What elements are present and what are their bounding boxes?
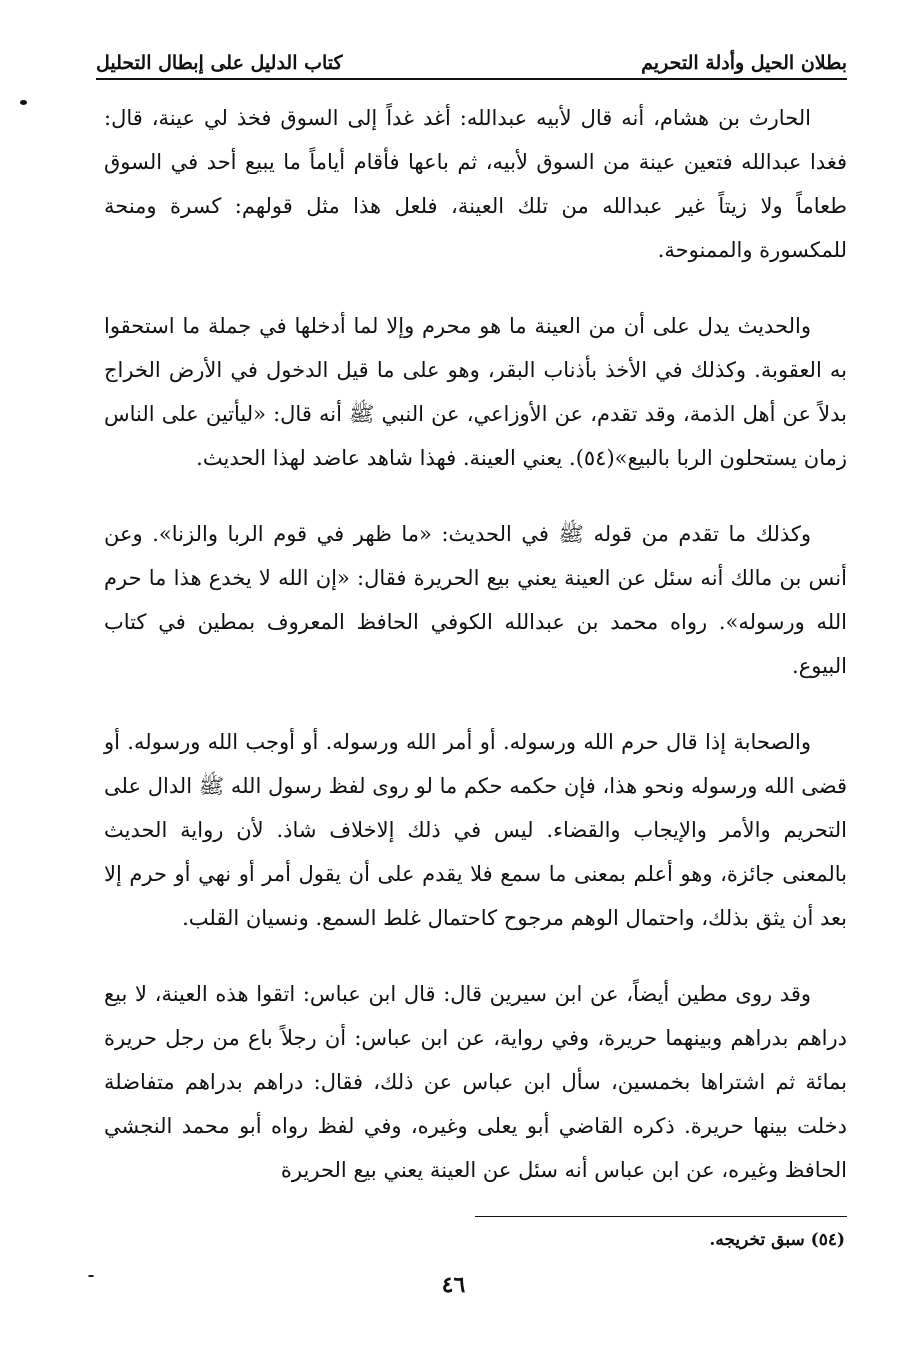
running-header bbox=[96, 38, 847, 80]
paragraph-1: الحارث بن هشام، أنه قال لأبيه عبدالله: أغد غداً إلى السوق فخذ لي عينة، قال: فغدا عبدالله فتعين عينة من السوق لأبيه، ثم باعها فأقام أياماً ما يبيع أحد في السوق طعاماً ولا زيتاً غير عبدالله من تلك العينة، فلعل هذا مثل قولهم: كسرة ومنحة للمكسورة والممنوحة. bbox=[104, 106, 847, 262]
paragraph-3: وكذلك ما تقدم من قوله ﷺ في الحديث: «ما ظهر في قوم الربا والزنا». وعن أنس بن مالك أنه سئل عن العينة يعني بيع الحريرة فقال: «إن الله لا يخدع هذا ما حرم الله ورسوله». رواه محمد بن عبدالله الكوفي الحافظ المعروف بمطين في كتاب البيوع. bbox=[104, 522, 847, 678]
scan-speck bbox=[88, 1275, 94, 1277]
header-right-title: بطلان الحيل وأدلة التحريم bbox=[641, 52, 847, 74]
page-number: ٤٦ bbox=[441, 1272, 466, 1298]
footnote: (٥٤) سبق تخريجه. bbox=[709, 1230, 845, 1250]
header-left-title: كتاب الدليل على إبطال التحليل bbox=[96, 52, 343, 74]
paragraph-2: والحديث يدل على أن من العينة ما هو محرم وإلا لما أدخلها في جملة ما استحقوا به العقوبة. وكذلك في الأخذ بأذناب البقر، وهو على ما قيل الدخول في الأرض الخراج بدلاً عن أهل الذمة، وقد تقدم، عن الأوزاعي، عن النبي ﷺ أنه قال: «ليأتين على الناس زمان يستحلون الربا بالبيع»(٥٤). يعني العينة. فهذا شاهد عاضد لهذا الحديث. bbox=[104, 314, 847, 470]
footnote-separator bbox=[475, 1216, 847, 1217]
body-text bbox=[104, 96, 847, 1192]
paragraph-4: والصحابة إذا قال حرم الله ورسوله. أو أمر الله ورسوله. أو أوجب الله ورسوله. أو قضى الله ورسوله ونحو هذا، فإن حكمه حكم ما لو روى لفظ رسول الله ﷺ الدال على التحريم والأمر والإيجاب والقضاء. ليس في ذلك إلاخلاف شاذ. لأن رواية الحديث بالمعنى جائزة، وهو أعلم بمعنى ما سمع فلا يقدم على أن يقول أمر أو نهي أو حرم إلا بعد أن يثق بذلك، واحتمال الوهم مرجوح كاحتمال غلط السمع. ونسيان القلب. bbox=[104, 730, 847, 930]
paragraph-5: وقد روى مطين أيضاً، عن ابن سيرين قال: قال ابن عباس: اتقوا هذه العينة، لا بيع دراهم بدراهم وبينهما حريرة، وفي رواية، عن ابن عباس: أن رجلاً باع من رجل حريرة بمائة ثم اشتراها بخمسين، سأل ابن عباس عن ذلك، فقال: دراهم بدراهم متفاضلة دخلت بينها حريرة. ذكره القاضي أبو يعلى وغيره، وفي لفظ رواه أبو محمد النجشي الحافظ وغيره، عن ابن عباس أنه سئل عن العينة يعني بيع الحريرة bbox=[104, 982, 847, 1182]
scan-speck bbox=[20, 100, 27, 105]
